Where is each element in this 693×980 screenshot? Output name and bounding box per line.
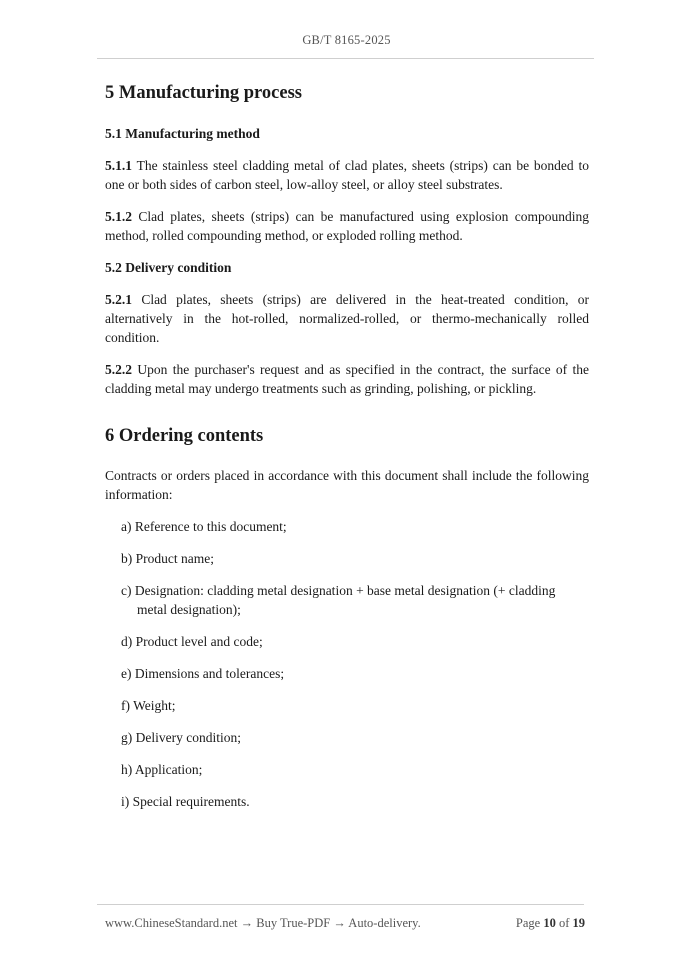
list-item: i) Special requirements. [121,794,250,809]
clause-text: Upon the purchaser's request and as specified in the contract, the surface of the cladding metal may undergo treatments such as grinding, polishing, or pickling. [105,362,590,396]
footer-site-link[interactable]: www.ChineseStandard.net → Buy True-PDF → Auto-delivery. [105,916,421,930]
clause-5-1-1 [105,156,589,194]
page-label: Page [515,916,541,930]
clause-number: 5.1.2 [105,209,132,224]
subsection-5-1-title: 5.1 Manufacturing method [105,126,260,141]
page-number [516,916,585,931]
section-6-intro: Contracts or orders placed in accordance with this document shall include the following information: [105,468,589,502]
list-item: a) Reference to this document; [121,519,287,534]
clause-number: 5.2.1 [105,292,132,307]
ordering-list [105,517,589,811]
list-item: d) Product level and code; [121,634,263,649]
clause-5-1-2 [105,207,589,245]
list-item: e) Dimensions and tolerances; [121,666,285,681]
list-item-continuation: metal designation); [137,602,241,617]
page-content [105,80,589,811]
list-item-text: c) Designation: cladding metal designation + base metal designation (+ cladding [121,583,556,598]
section-5-title: 5 Manufacturing process [105,83,302,103]
list-item: g) Delivery condition; [121,730,241,745]
list-item: b) Product name; [121,551,214,566]
clause-number: 5.1.1 [105,158,132,173]
clause-text: The stainless steel cladding metal of clad plates, sheets (strips) can be bonded to one or both sides of carbon steel, low-alloy steel, or alloy steel substrates. [105,158,590,192]
footer-divider [97,904,584,905]
section-6-title: 6 Ordering contents [105,426,264,446]
clause-5-2-2 [105,360,589,398]
page-header-code: GB/T 8165-2025 [302,33,391,47]
clause-5-2-1 [105,290,589,347]
clause-text: Clad plates, sheets (strips) can be manufactured using explosion compounding method, rolled compounding method, or exploded rolling method. [105,209,590,243]
list-item: f) Weight; [121,698,176,713]
list-item [121,581,589,619]
clause-number: 5.2.2 [105,362,132,377]
page-current: 10 [543,916,556,930]
header-divider [97,58,594,59]
page-of: of [558,916,570,930]
clause-text: Clad plates, sheets (strips) are delivered in the heat-treated condition, or alternatively in the hot-rolled, normalized-rolled, or thermo-mechanically rolled condition. [105,292,589,345]
list-item: h) Application; [121,762,203,777]
page-total: 19 [572,916,585,930]
subsection-5-2-title: 5.2 Delivery condition [105,260,232,275]
